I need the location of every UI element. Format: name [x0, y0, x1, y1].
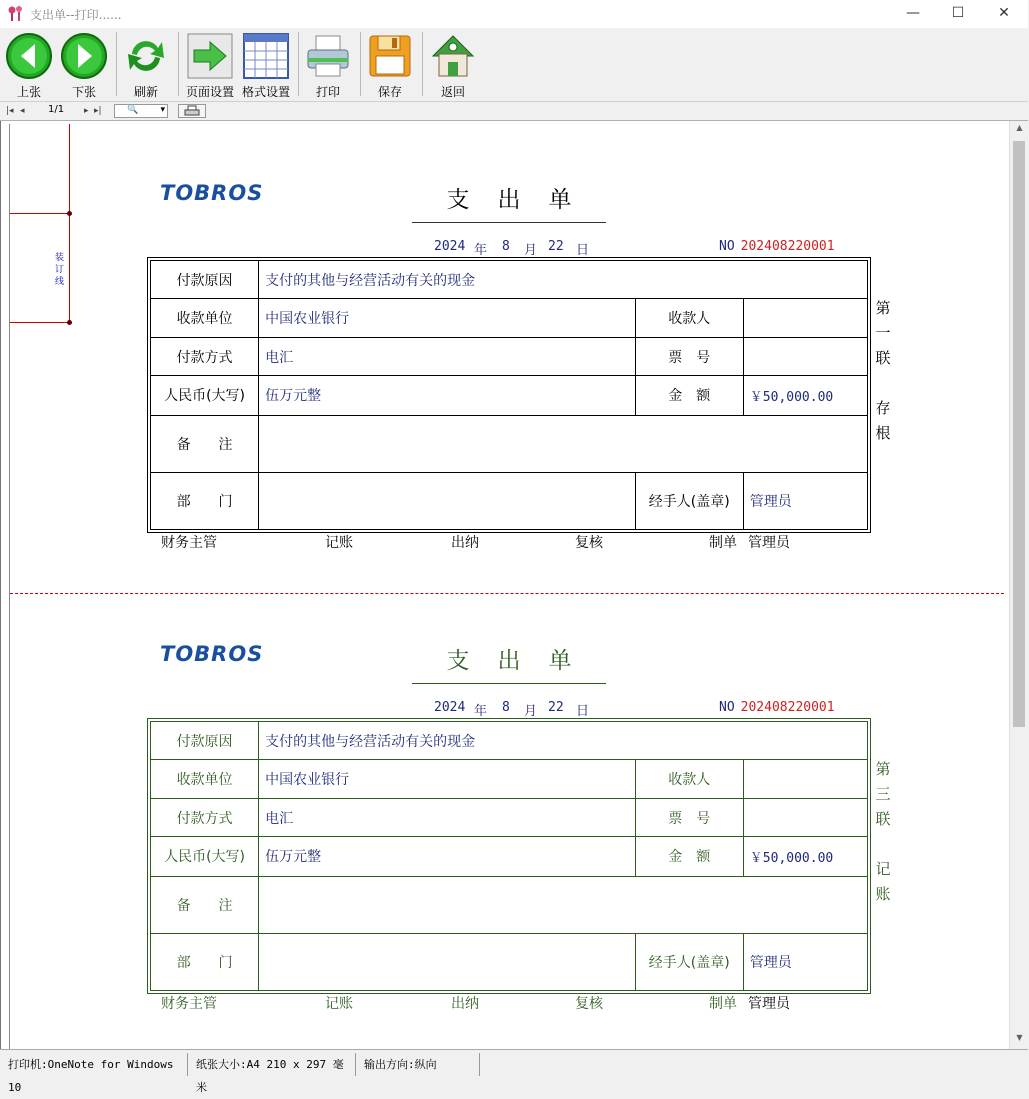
date-year: 2024: [434, 239, 466, 254]
side-char: 一: [875, 324, 891, 342]
window-title: 支出单--打印......: [30, 8, 122, 22]
method-value: 电汇: [259, 799, 636, 837]
title-bar: [0, 0, 1028, 28]
close-button[interactable]: ✕: [998, 5, 1010, 21]
toolbar-divider: [298, 32, 299, 96]
save-label: 保存: [377, 85, 402, 99]
printer-icon: [179, 105, 205, 117]
ticket-label: 票 号: [635, 338, 743, 376]
date-year-unit: 年: [474, 243, 488, 258]
date-month: 8: [502, 239, 510, 254]
reason-value: 支付的其他与经营活动有关的现金: [259, 722, 868, 760]
maker-label: 制单: [709, 535, 737, 551]
paper-size-status: 纸张大小:A4 210 x 297 毫米: [192, 1053, 356, 1076]
floppy-disk-icon: [366, 32, 414, 80]
date-day-unit: 日: [576, 243, 590, 258]
voucher-number: [719, 239, 835, 254]
quick-print-button[interactable]: [178, 104, 206, 118]
number-value: 202408220001: [740, 239, 835, 254]
handler-value: 管理员: [743, 472, 867, 529]
ticket-label: 票 号: [635, 799, 743, 837]
side-char: 第: [875, 299, 891, 317]
print-preview-area: [0, 121, 1028, 1049]
toolbar: [0, 28, 1028, 102]
back-button[interactable]: [426, 30, 480, 100]
title-underline: [412, 222, 606, 223]
ticket-value: [743, 799, 867, 837]
payee-label: 收款单位: [151, 299, 259, 338]
company-logo: TOBROS: [160, 642, 264, 666]
voucher-title: 支出单: [446, 187, 600, 213]
voucher-title: 支出单: [446, 648, 600, 674]
finance-supervisor-label: 财务主管: [161, 996, 217, 1012]
side-char: 联: [875, 349, 891, 367]
amount-label: 金 额: [635, 376, 743, 415]
print-label: 打印: [315, 85, 340, 99]
minimize-button[interactable]: —: [906, 5, 920, 21]
save-button[interactable]: [364, 30, 416, 100]
date-year-unit: 年: [474, 704, 488, 719]
scroll-down-icon[interactable]: ▼: [1016, 1033, 1023, 1042]
copy-side-label: [874, 296, 892, 446]
voucher-table: [147, 257, 871, 533]
rmb-value: 伍万元整: [259, 837, 636, 876]
date-year: 2024: [434, 700, 466, 715]
date-day-unit: 日: [576, 704, 590, 719]
side-char: 联: [875, 810, 891, 828]
payee-value: 中国农业银行: [259, 760, 636, 799]
reason-label: 付款原因: [151, 261, 259, 299]
binding-dot: [67, 320, 72, 325]
title-underline: [412, 683, 606, 684]
side-char: 三: [875, 785, 891, 803]
number-value: 202408220001: [740, 700, 835, 715]
side-char: [874, 371, 892, 396]
number-label: NO: [719, 700, 735, 715]
grid-icon: [242, 32, 290, 80]
side-char: 记: [875, 860, 891, 878]
cashier-label: 出纳: [451, 996, 479, 1012]
scrollbar-thumb[interactable]: [1013, 141, 1025, 727]
dept-value: [259, 933, 636, 990]
print-button[interactable]: [302, 30, 354, 100]
prev-page-button[interactable]: ◂: [20, 106, 25, 116]
receiver-value: [743, 299, 867, 338]
receiver-label: 收款人: [635, 760, 743, 799]
voucher-table: [147, 718, 871, 994]
date-month-unit: 月: [524, 704, 538, 719]
page-setup-label: 页面设置: [185, 85, 234, 99]
arrow-left-icon: [5, 32, 53, 80]
review-label: 复核: [575, 535, 603, 551]
orientation-status: 输出方向:纵向: [360, 1053, 480, 1076]
arrow-right-icon: [60, 32, 108, 80]
payee-label: 收款单位: [151, 760, 259, 799]
magnifier-icon: 🔍: [127, 105, 139, 115]
side-char: 账: [875, 885, 891, 903]
method-label: 付款方式: [151, 338, 259, 376]
page-navigation-bar: [0, 102, 1028, 121]
binding-line-label: 装订线: [55, 253, 65, 287]
maker-value: 管理员: [748, 996, 790, 1012]
app-icon: [7, 5, 25, 23]
maximize-button[interactable]: ☐: [951, 5, 965, 21]
bookkeeping-label: 记账: [325, 535, 353, 551]
binding-dot: [67, 211, 72, 216]
back-label: 返回: [440, 85, 465, 99]
zoom-select[interactable]: [114, 104, 168, 118]
preview-page: [9, 124, 1007, 1049]
rmb-label: 人民币(大写): [151, 837, 259, 876]
method-label: 付款方式: [151, 799, 259, 837]
date-day: 22: [548, 700, 564, 715]
reason-value: 支付的其他与经营活动有关的现金: [259, 261, 868, 299]
handler-value: 管理员: [743, 933, 867, 990]
chevron-down-icon: ▾: [160, 105, 165, 115]
finance-supervisor-label: 财务主管: [161, 535, 217, 551]
voucher-number: [719, 700, 835, 715]
remark-value: [259, 876, 868, 933]
bookkeeping-label: 记账: [325, 996, 353, 1012]
amount-value: ￥50,000.00: [743, 376, 867, 415]
status-bar: [0, 1049, 1028, 1094]
toolbar-divider: [178, 32, 179, 96]
side-char: 第: [875, 760, 891, 778]
side-char: 根: [875, 424, 891, 442]
dept-value: [259, 472, 636, 529]
prev-sheet-button[interactable]: [4, 30, 54, 100]
payee-value: 中国农业银行: [259, 299, 636, 338]
scroll-up-icon[interactable]: ▲: [1016, 123, 1023, 132]
toolbar-divider: [116, 32, 117, 96]
receiver-value: [743, 760, 867, 799]
printer-icon: [304, 32, 352, 80]
remark-label: 备 注: [151, 415, 259, 472]
next-sheet-label: 下张: [71, 85, 96, 99]
home-icon: [429, 32, 477, 80]
date-day: 22: [548, 239, 564, 254]
maker-label: 制单: [709, 996, 737, 1012]
page-setup-icon: [186, 32, 234, 80]
reason-label: 付款原因: [151, 722, 259, 760]
handler-label: 经手人(盖章): [635, 472, 743, 529]
format-setup-button[interactable]: [238, 30, 294, 100]
side-char: 存: [875, 399, 891, 417]
refresh-icon: [122, 32, 170, 80]
format-setup-label: 格式设置: [241, 85, 290, 99]
rmb-label: 人民币(大写): [151, 376, 259, 415]
remark-value: [259, 415, 868, 472]
handler-label: 经手人(盖章): [635, 933, 743, 990]
amount-label: 金 额: [635, 837, 743, 876]
copy-side-label: [874, 757, 892, 907]
receiver-label: 收款人: [635, 299, 743, 338]
side-char: [874, 832, 892, 857]
next-page-button[interactable]: ▸: [84, 106, 89, 116]
ticket-value: [743, 338, 867, 376]
cashier-label: 出纳: [451, 535, 479, 551]
remark-label: 备 注: [151, 876, 259, 933]
refresh-button[interactable]: [120, 30, 172, 100]
page-setup-button[interactable]: [182, 30, 238, 100]
number-label: NO: [719, 239, 735, 254]
vertical-scrollbar[interactable]: [1009, 121, 1028, 1049]
dept-label: 部 门: [151, 472, 259, 529]
first-page-button[interactable]: |◂: [6, 106, 14, 116]
next-sheet-button[interactable]: [58, 30, 110, 100]
company-logo: TOBROS: [160, 181, 264, 205]
maker-value: 管理员: [748, 535, 790, 551]
date-month: 8: [502, 700, 510, 715]
toolbar-divider: [360, 32, 361, 96]
amount-value: ￥50,000.00: [743, 837, 867, 876]
dept-label: 部 门: [151, 933, 259, 990]
review-label: 复核: [575, 996, 603, 1012]
printer-status: 打印机:OneNote for Windows 10: [4, 1053, 188, 1076]
refresh-label: 刷新: [133, 85, 158, 99]
date-month-unit: 月: [524, 243, 538, 258]
cut-line: [10, 593, 1004, 594]
toolbar-divider: [422, 32, 423, 96]
prev-sheet-label: 上张: [16, 85, 41, 99]
last-page-button[interactable]: ▸|: [94, 106, 102, 116]
method-value: 电汇: [259, 338, 636, 376]
page-indicator: 1/1: [48, 104, 65, 115]
rmb-value: 伍万元整: [259, 376, 636, 415]
